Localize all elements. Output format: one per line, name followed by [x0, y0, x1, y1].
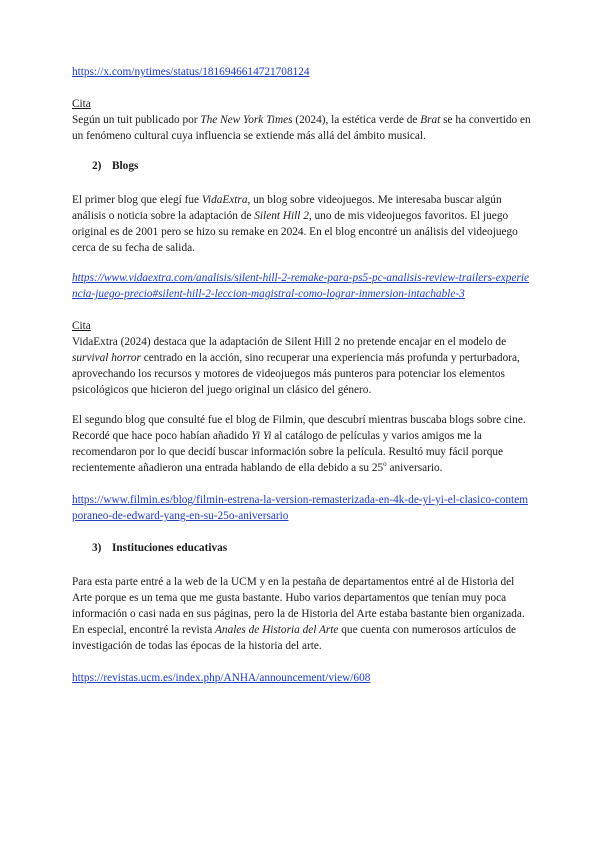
ucm-link-paragraph: [72, 670, 532, 686]
italic-run: VidaExtra: [201, 194, 248, 206]
text-run: centrado en la acción, sino recuperar una experiencia más profunda y perturbadora, aprovechando los recursos y motores de videojuegos más punteros para potenciar los elementos psicológicos que hicieron del juego original un clásico del género.: [72, 352, 520, 396]
superscript: o: [383, 460, 387, 469]
italic-run: Brat: [420, 114, 441, 126]
cita-vidaextra-paragraph: [72, 334, 532, 398]
cita-label-text: Cita: [72, 320, 91, 332]
heading-number: 2): [92, 160, 102, 172]
blogs-paragraph-2: [72, 412, 532, 476]
cita-label-text: Cita: [72, 98, 91, 110]
italic-run: survival horror: [72, 352, 141, 364]
cita-label: [72, 96, 532, 112]
vidaextra-link[interactable]: https://www.vidaextra.com/analisis/silent-hill-2-remake-para-ps5-pc-analisis-review-trailers-experiencia-juego-precio#silent-hill-2-leccion-magistral-como-lograr-inmersion-intachable-3: [72, 272, 530, 300]
heading-title: Instituciones educativas: [112, 542, 228, 554]
cita-label: [72, 318, 532, 334]
nytimes-link-paragraph: [72, 64, 532, 80]
nytimes-link[interactable]: https://x.com/nytimes/status/1816946614721708124: [72, 66, 310, 78]
italic-run: Yi Yi: [251, 430, 272, 442]
text-run: al catálogo de películas y varios amigos me la recomendaron por lo que decidí buscar información sobre la película. Resultó muy fácil porque recientemente añadieron una entrada hablando de ella debido a su 25: [72, 430, 504, 474]
text-run: , un blog sobre videojuegos. Me interesaba buscar algún análisis o noticia sobre la adaptación de: [72, 194, 502, 222]
text-run: El segundo blog que consulté fue el blog de Filmin, que descubrí mientras buscaba blogs sobre cine. Recordé que hace poco habían añadido: [72, 414, 526, 442]
section-heading-blogs: [72, 158, 532, 174]
blogs-paragraph-1: [72, 192, 532, 256]
text-run: (2024), la estética verde de: [292, 114, 421, 126]
document-page: [72, 64, 532, 686]
vidaextra-link-paragraph: [72, 270, 532, 302]
section-heading-instituciones: [72, 540, 532, 556]
text-run: Según un tuit publicado por: [72, 114, 201, 126]
italic-run: Silent Hill 2: [254, 210, 309, 222]
italic-run: Anales de Historia del Arte: [215, 624, 339, 636]
text-run: se ha convertido en un fenómeno cultural cuya influencia se extiende más allá del ámbito musical.: [72, 114, 531, 142]
instituciones-paragraph: [72, 574, 532, 654]
text-run: VidaExtra (2024) destaca que la adaptación de Silent Hill 2 no pretende encajar en el modelo de: [72, 336, 507, 348]
filmin-link[interactable]: https://www.filmin.es/blog/filmin-estrena-la-version-remasterizada-en-4k-de-yi-yi-el-clasico-contemporaneo-de-edward-yang-en-su-25o-aniversario: [72, 494, 528, 522]
filmin-link-paragraph: [72, 492, 532, 524]
heading-number: 3): [92, 542, 102, 554]
cita-nytimes-paragraph: [72, 112, 532, 144]
ucm-link[interactable]: https://revistas.ucm.es/index.php/ANHA/announcement/view/608: [72, 672, 371, 684]
text-run: , uno de mis videojuegos favoritos. El juego original es de 2001 pero se hizo su remake en 2024. En el blog encontré un análisis del videojuego cerca de su fecha de salida.: [72, 210, 518, 254]
text-run: Para esta parte entré a la web de la UCM y en la pestaña de departamentos entré al de Historia del Arte porque es un tema que me gusta bastante. Hubo varios departamentos que tenían muy poca información o casi nada en sus páginas, pero la de Historia del Arte estaba bastante bien organizada. En especial, encontré la revista: [72, 576, 525, 636]
heading-title: Blogs: [112, 160, 139, 172]
italic-run: The New York Times: [200, 114, 293, 126]
text-run: El primer blog que elegí fue: [72, 194, 202, 206]
text-run: aniversario.: [386, 462, 443, 474]
text-run: que cuenta con numerosos artículos de investigación de todas las épocas de la historia del arte.: [72, 624, 517, 652]
